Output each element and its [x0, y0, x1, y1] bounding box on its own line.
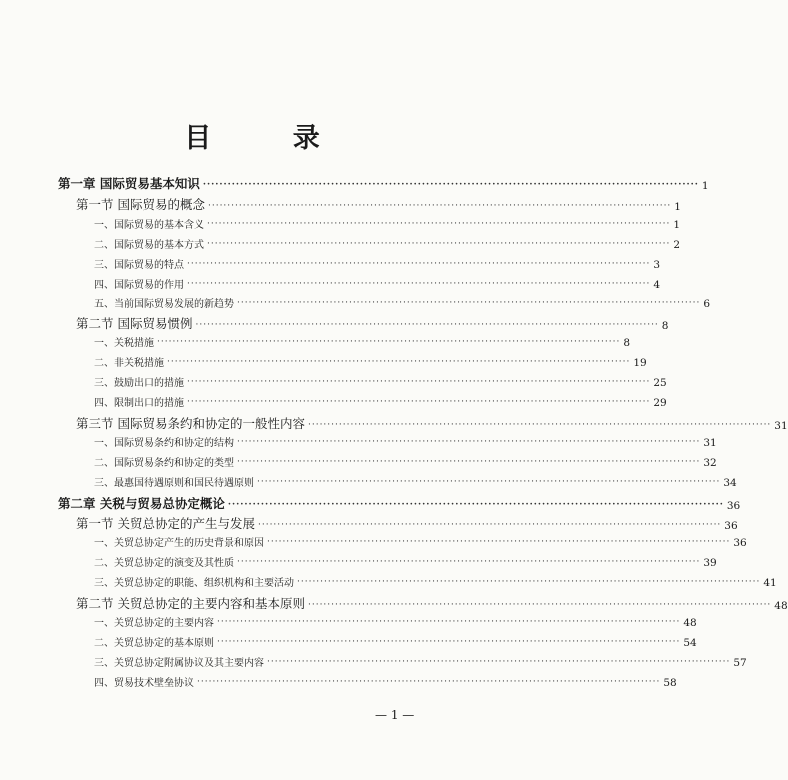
dot-leader: ························································································································ — [187, 279, 651, 289]
toc-entry-label: 第二节 关贸总协定的主要内容和基本原则 — [76, 596, 305, 611]
toc-entry-page: 3 — [653, 259, 660, 271]
toc-entry-label: 三、国际贸易的特点 — [94, 260, 184, 271]
toc-entry-page: 1 — [701, 180, 709, 192]
toc-item-row — [94, 374, 667, 389]
dot-leader: ························································································································ — [237, 298, 701, 308]
toc-entry-page: 6 — [703, 298, 710, 310]
toc-entry-label: 四、贸易技术壁垒协议 — [94, 678, 194, 689]
toc-entry-label: 二、非关税措施 — [94, 358, 164, 369]
toc-entry-page: 34 — [723, 477, 737, 489]
dot-leader: ························································································································ — [217, 617, 681, 627]
toc-item-row — [94, 276, 660, 291]
toc-item-row — [94, 394, 667, 409]
toc-item-row — [94, 334, 630, 349]
dot-leader: ························································································································ — [257, 520, 722, 530]
toc-entry-page: 58 — [663, 677, 677, 689]
dot-leader: ························································································································ — [217, 637, 681, 647]
toc-entry-page: 25 — [653, 377, 667, 389]
toc-entry-page: 2 — [673, 239, 680, 251]
toc-section-row — [76, 514, 738, 532]
toc-section-row — [76, 414, 788, 432]
toc-entry-label: 第二章 关税与贸易总协定概论 — [58, 496, 225, 511]
toc-entry-label: 一、关税措施 — [94, 338, 154, 349]
toc-item-row — [94, 216, 680, 231]
toc-item-row — [94, 295, 710, 310]
toc-entry-page: 48 — [683, 617, 697, 629]
toc-entry-page: 54 — [683, 637, 697, 649]
page-title: 目 录 — [184, 123, 356, 154]
toc-entry-label: 第二节 国际贸易惯例 — [76, 316, 193, 331]
dot-leader: ························································································································ — [202, 180, 699, 190]
dot-leader: ························································································································ — [267, 537, 731, 547]
toc-section-row — [76, 195, 681, 213]
toc-entry-label: 五、当前国际贸易发展的新趋势 — [94, 299, 234, 310]
dot-leader: ························································································································ — [237, 557, 701, 567]
dot-leader: ························································································································ — [237, 457, 701, 467]
toc-section-row — [76, 314, 669, 332]
toc-item-row — [94, 614, 697, 629]
toc-entry-page: 48 — [774, 600, 788, 612]
dot-leader: ························································································································ — [187, 377, 651, 387]
toc-entry-page: 29 — [653, 397, 667, 409]
toc-entry-label: 第一节 国际贸易的概念 — [76, 197, 205, 212]
toc-entry-label: 第三节 国际贸易条约和协定的一般性内容 — [76, 416, 305, 431]
dot-leader: ························································································································ — [197, 677, 661, 687]
toc-entry-page: 39 — [703, 557, 717, 569]
toc-entry-page: 8 — [623, 337, 630, 349]
toc-entry-page: 1 — [674, 201, 681, 213]
toc-item-row — [94, 236, 680, 251]
toc-entry-page: 32 — [703, 457, 717, 469]
toc-entry-label: 二、关贸总协定的基本原则 — [94, 638, 214, 649]
toc-entry-page: 8 — [661, 320, 669, 332]
dot-leader: ························································································································ — [157, 337, 621, 347]
dot-leader: ························································································································ — [237, 437, 701, 447]
dot-leader: ························································································································ — [207, 219, 671, 229]
toc-entry-page: 36 — [726, 500, 741, 512]
toc-entry-label: 二、国际贸易条约和协定的类型 — [94, 458, 234, 469]
toc-chapter-row — [58, 494, 741, 512]
dot-leader: ························································································································ — [207, 239, 671, 249]
page-number: — 1 — — [375, 708, 415, 722]
toc-entry-page: 19 — [633, 357, 647, 369]
toc-section-row — [76, 594, 788, 612]
toc-item-row — [94, 554, 717, 569]
toc-item-row — [94, 654, 747, 669]
toc-entry-label: 二、关贸总协定的演变及其性质 — [94, 558, 234, 569]
toc-item-row — [94, 454, 717, 469]
toc-item-row — [94, 256, 660, 271]
toc-entry-label: 四、国际贸易的作用 — [94, 280, 184, 291]
toc-entry-label: 一、关贸总协定产生的历史背景和原因 — [94, 538, 264, 549]
toc-chapter-row — [58, 174, 709, 192]
dot-leader: ························································································································ — [307, 600, 772, 610]
toc-entry-page: 36 — [733, 537, 747, 549]
toc-item-row — [94, 534, 747, 549]
toc-entry-page: 1 — [673, 219, 680, 231]
dot-leader: ························································································································ — [297, 577, 761, 587]
toc-entry-label: 三、鼓励出口的措施 — [94, 378, 184, 389]
toc-entry-page: 41 — [763, 577, 777, 589]
toc-item-row — [94, 354, 647, 369]
toc-entry-label: 三、关贸总协定附属协议及其主要内容 — [94, 658, 264, 669]
dot-leader: ························································································································ — [267, 657, 731, 667]
toc-item-row — [94, 474, 737, 489]
toc-item-row — [94, 434, 717, 449]
toc-item-row — [94, 634, 697, 649]
toc-entry-label: 三、关贸总协定的职能、组织机构和主要活动 — [94, 578, 294, 589]
dot-leader: ························································································································ — [207, 201, 672, 211]
toc-entry-label: 第一节 关贸总协定的产生与发展 — [76, 516, 255, 531]
toc-entry-page: 36 — [724, 520, 738, 532]
toc-entry-page: 57 — [733, 657, 747, 669]
toc-entry-label: 四、限制出口的措施 — [94, 398, 184, 409]
toc-entry-page: 4 — [653, 279, 660, 291]
toc-entry-label: 三、最惠国待遇原则和国民待遇原则 — [94, 478, 254, 489]
toc-entry-label: 一、国际贸易的基本含义 — [94, 220, 204, 231]
dot-leader: ························································································································ — [187, 397, 651, 407]
toc-entry-label: 一、关贸总协定的主要内容 — [94, 618, 214, 629]
toc-entry-label: 第一章 国际贸易基本知识 — [58, 176, 200, 191]
toc-entry-page: 31 — [703, 437, 717, 449]
toc-item-row — [94, 574, 777, 589]
dot-leader: ························································································································ — [257, 477, 721, 487]
dot-leader: ························································································································ — [187, 259, 651, 269]
toc-entry-page: 31 — [774, 420, 788, 432]
toc-item-row — [94, 674, 677, 689]
dot-leader: ························································································································ — [307, 420, 772, 430]
dot-leader: ························································································································ — [195, 320, 659, 330]
dot-leader: ························································································································ — [167, 357, 631, 367]
dot-leader: ························································································································ — [227, 500, 724, 510]
toc-entry-label: 一、国际贸易条约和协定的结构 — [94, 438, 234, 449]
toc-entry-label: 二、国际贸易的基本方式 — [94, 240, 204, 251]
